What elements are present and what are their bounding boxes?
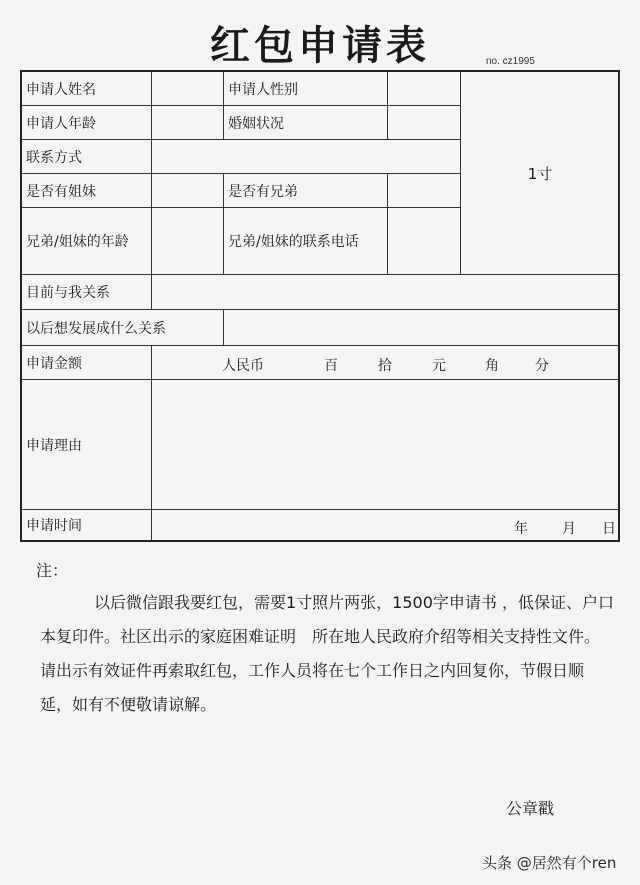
amount-unit-yuan: 元 — [432, 358, 446, 374]
reason-label: 申请理由 — [22, 380, 152, 510]
sibling-phone-label: 兄弟/姐妹的联系电话 — [224, 208, 388, 275]
amount-label: 申请金额 — [22, 346, 152, 380]
amount-units — [152, 346, 620, 380]
marital-label: 婚姻状况 — [224, 106, 388, 140]
notes-label: 注： — [36, 561, 69, 580]
amount-unit-jiao: 角 — [485, 358, 499, 374]
sister-label: 是否有姐妹 — [22, 174, 152, 208]
date-unit-month: 月 — [562, 521, 576, 537]
age-label: 申请人年龄 — [22, 106, 152, 140]
date-unit-year: 年 — [514, 521, 528, 537]
seal-label: 公章戳 — [506, 799, 555, 818]
amount-unit-rmb: 人民币 — [222, 358, 264, 374]
application-form — [20, 70, 620, 542]
amount-unit-hundred: 百 — [324, 358, 338, 374]
brother-label: 是否有兄弟 — [224, 174, 388, 208]
notes-paragraph: 以后微信跟我要红包，需要1寸照片两张，1500字申请书 ，低保证、户口本复印件。社区出示的家庭困难证明 所在地人民政府介绍等相关支持性文件。 请出示有效证件再索取红包，工作人员将在七个工作日之内回复你，节假日顺延，如有不便敬请谅解。 — [40, 593, 614, 714]
sibling-age-label: 兄弟/姐妹的年龄 — [22, 208, 152, 275]
contact-field[interactable] — [152, 140, 461, 174]
current-relation-label: 目前与我关系 — [22, 275, 152, 310]
sister-field[interactable] — [152, 174, 224, 208]
time-field[interactable] — [152, 510, 620, 540]
gender-field[interactable] — [388, 72, 461, 106]
watermark: 头条 @居然有个ren — [482, 854, 617, 872]
current-relation-field[interactable] — [152, 275, 620, 310]
age-field[interactable] — [152, 106, 224, 140]
future-relation-field[interactable] — [224, 310, 620, 346]
amount-unit-ten: 拾 — [378, 358, 392, 374]
future-relation-label: 以后想发展成什么关系 — [22, 310, 224, 346]
sibling-phone-field[interactable] — [388, 208, 461, 275]
time-label: 申请时间 — [22, 510, 152, 540]
contact-label: 联系方式 — [22, 140, 152, 174]
form-title: 红包申请表 — [210, 22, 430, 69]
marital-field[interactable] — [388, 106, 461, 140]
name-label: 申请人姓名 — [22, 72, 152, 106]
notes-text — [40, 586, 614, 722]
date-unit-day: 日 — [602, 521, 616, 537]
sibling-age-field[interactable] — [152, 208, 224, 275]
name-field[interactable] — [152, 72, 224, 106]
reason-field[interactable] — [152, 380, 620, 510]
amount-unit-fen: 分 — [535, 358, 549, 374]
photo-box: 1寸 — [461, 72, 620, 275]
brother-field[interactable] — [388, 174, 461, 208]
serial-number: no. cz1995 — [486, 56, 535, 67]
gender-label: 申请人性别 — [224, 72, 388, 106]
